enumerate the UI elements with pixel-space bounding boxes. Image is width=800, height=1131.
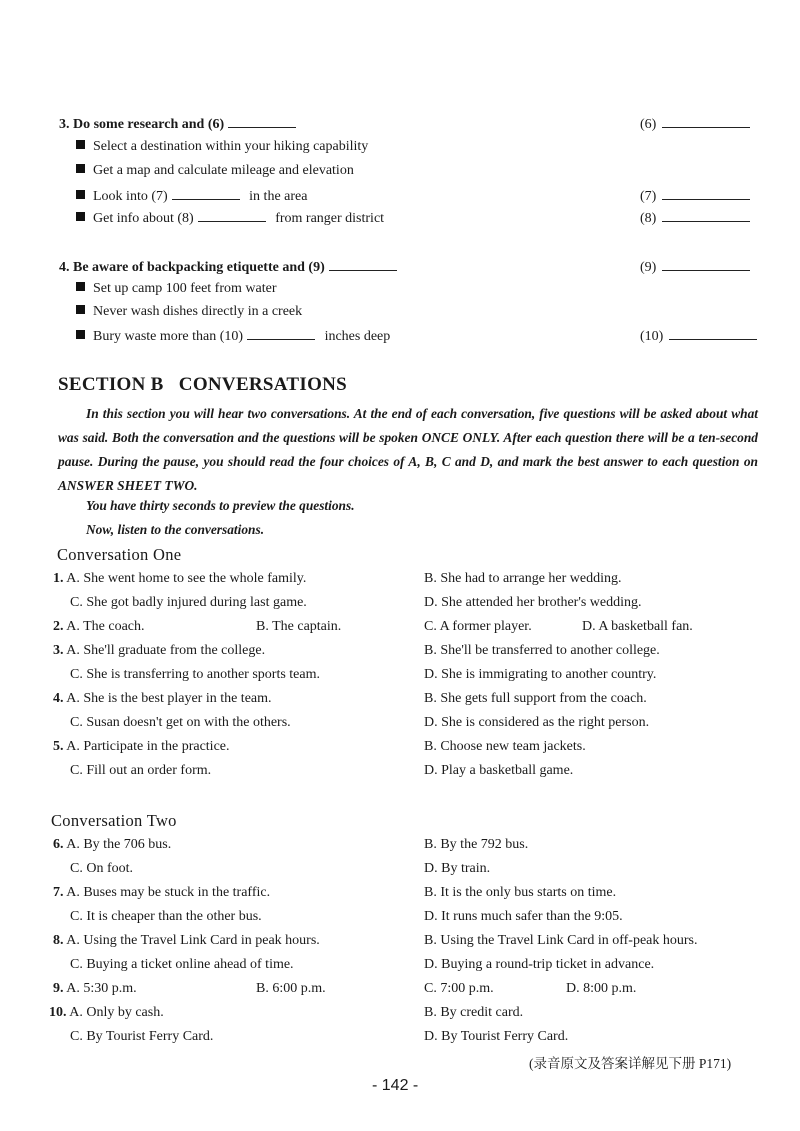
option-d[interactable]: D. It runs much safer than the 9:05. xyxy=(424,909,623,924)
question-9: 9. A. 5:30 p.m. xyxy=(53,981,137,996)
outline-bullet: Set up camp 100 feet from water xyxy=(76,281,277,297)
blank-9-inline[interactable] xyxy=(329,258,397,271)
option-a[interactable]: A. Buses may be stuck in the traffic. xyxy=(66,885,271,900)
option-d[interactable]: D. She is considered as the right person. xyxy=(424,715,650,730)
outline-bullet: Get a map and calculate mileage and elevation xyxy=(76,163,354,179)
option-a[interactable]: A. Only by cash. xyxy=(69,1005,164,1020)
option-a[interactable]: A. She'll graduate from the college. xyxy=(66,643,266,658)
outline-bullet: Bury waste more than (10) inches deep xyxy=(76,327,390,345)
option-c[interactable]: C. Buying a ticket online ahead of time. xyxy=(70,957,294,972)
section-b-title: SECTION B CONVERSATIONS xyxy=(58,374,348,395)
option-d[interactable]: D. By train. xyxy=(424,861,491,876)
answer-slot-8: (8) xyxy=(640,209,750,227)
outline-bullet: Never wash dishes directly in a creek xyxy=(76,304,302,320)
option-c[interactable]: C. She is transferring to another sports team. xyxy=(70,667,321,682)
option-c[interactable]: C. A former player. xyxy=(424,619,532,634)
question-1: 1. A. She went home to see the whole family. xyxy=(53,571,307,586)
page-number: - 142 - xyxy=(372,1077,419,1094)
answer-blank-10[interactable] xyxy=(669,327,757,340)
question-7: 7. A. Buses may be stuck in the traffic. xyxy=(53,885,271,900)
question-5: 5. A. Participate in the practice. xyxy=(53,739,230,754)
option-c[interactable]: C. 7:00 p.m. xyxy=(424,981,494,996)
answer-slot-7: (7) xyxy=(640,187,750,205)
answer-slot-6: (6) xyxy=(640,115,750,133)
option-a[interactable]: A. She is the best player in the team. xyxy=(66,691,272,706)
option-b[interactable]: B. The captain. xyxy=(256,619,342,634)
option-a[interactable]: A. She went home to see the whole family. xyxy=(66,571,307,586)
option-d[interactable]: D. 8:00 p.m. xyxy=(566,981,637,996)
question-10: 10. A. Only by cash. xyxy=(49,1005,164,1020)
outline-bullet: Get info about (8) from ranger district xyxy=(76,209,384,227)
option-d[interactable]: D. Play a basketball game. xyxy=(424,763,574,778)
option-b[interactable]: B. Choose new team jackets. xyxy=(424,739,586,754)
answer-blank-7[interactable] xyxy=(662,187,750,200)
square-bullet-icon xyxy=(76,330,85,339)
option-d[interactable]: D. She is immigrating to another country. xyxy=(424,667,657,682)
option-c[interactable]: C. By Tourist Ferry Card. xyxy=(70,1029,214,1044)
square-bullet-icon xyxy=(76,305,85,314)
option-b[interactable]: B. 6:00 p.m. xyxy=(256,981,326,996)
square-bullet-icon xyxy=(76,212,85,221)
blank-6-inline[interactable] xyxy=(228,115,296,128)
option-a[interactable]: A. Participate in the practice. xyxy=(66,739,230,754)
section-b-instruction: In this section you will hear two conversations. At the end of each conversation, five questions will be asked about what was said. Both the conversation and the questions will be spoken ONCE ONLY. After each question there will be a ten-second pause. During the pause, you should read the four choices of A, B, C and D, and mark the best answer to each question on ANSWER SHEET TWO. xyxy=(58,406,758,493)
option-c[interactable]: C. It is cheaper than the other bus. xyxy=(70,909,262,924)
question-6: 6. A. By the 706 bus. xyxy=(53,837,172,852)
listen-note: Now, listen to the conversations. xyxy=(86,522,265,537)
option-d[interactable]: D. Buying a round-trip ticket in advance. xyxy=(424,957,655,972)
answer-slot-9: (9) xyxy=(640,258,750,276)
blank-10-inline[interactable] xyxy=(247,327,315,340)
option-b[interactable]: B. She gets full support from the coach. xyxy=(424,691,647,706)
option-d[interactable]: D. She attended her brother's wedding. xyxy=(424,595,642,610)
option-a[interactable]: A. The coach. xyxy=(66,619,145,634)
option-c[interactable]: C. Fill out an order form. xyxy=(70,763,212,778)
conversation-one-title: Conversation One xyxy=(57,545,182,564)
outline-bullet: Select a destination within your hiking capability xyxy=(76,139,368,155)
square-bullet-icon xyxy=(76,140,85,149)
preview-note: You have thirty seconds to preview the questions. xyxy=(86,498,355,513)
blank-7-inline[interactable] xyxy=(172,187,240,200)
answer-reference-note: (录音原文及答案详解见下册 P171) xyxy=(529,1056,732,1071)
option-b[interactable]: B. She'll be transferred to another college. xyxy=(424,643,660,658)
square-bullet-icon xyxy=(76,164,85,173)
answer-blank-9[interactable] xyxy=(662,258,750,271)
option-b[interactable]: B. Using the Travel Link Card in off-peak hours. xyxy=(424,933,698,948)
answer-blank-6[interactable] xyxy=(662,115,750,128)
option-b[interactable]: B. By the 792 bus. xyxy=(424,837,529,852)
question-8: 8. A. Using the Travel Link Card in peak hours. xyxy=(53,933,320,948)
option-b[interactable]: B. She had to arrange her wedding. xyxy=(424,571,622,586)
option-b[interactable]: B. It is the only bus starts on time. xyxy=(424,885,617,900)
option-d[interactable]: D. A basketball fan. xyxy=(582,619,693,634)
outline-item3-heading: 3. Do some research and (6) xyxy=(59,115,296,133)
answer-blank-8[interactable] xyxy=(662,209,750,222)
option-a[interactable]: A. By the 706 bus. xyxy=(66,837,172,852)
option-b[interactable]: B. By credit card. xyxy=(424,1005,524,1020)
option-d[interactable]: D. By Tourist Ferry Card. xyxy=(424,1029,569,1044)
option-c[interactable]: C. On foot. xyxy=(70,861,133,876)
question-3: 3. A. She'll graduate from the college. xyxy=(53,643,266,658)
option-c[interactable]: C. Susan doesn't get on with the others. xyxy=(70,715,291,730)
outline-item4-heading: 4. Be aware of backpacking etiquette and (9) xyxy=(59,258,397,276)
option-a[interactable]: A. 5:30 p.m. xyxy=(66,981,137,996)
option-c[interactable]: C. She got badly injured during last game. xyxy=(70,595,307,610)
outline-bullet: Look into (7) in the area xyxy=(76,187,307,205)
option-a[interactable]: A. Using the Travel Link Card in peak hours. xyxy=(66,933,320,948)
square-bullet-icon xyxy=(76,282,85,291)
square-bullet-icon xyxy=(76,190,85,199)
conversation-two-title: Conversation Two xyxy=(51,811,177,830)
blank-8-inline[interactable] xyxy=(198,209,266,222)
question-2: 2. A. The coach. xyxy=(53,619,145,634)
question-4: 4. A. She is the best player in the team. xyxy=(53,691,272,706)
answer-slot-10: (10) xyxy=(640,327,757,345)
